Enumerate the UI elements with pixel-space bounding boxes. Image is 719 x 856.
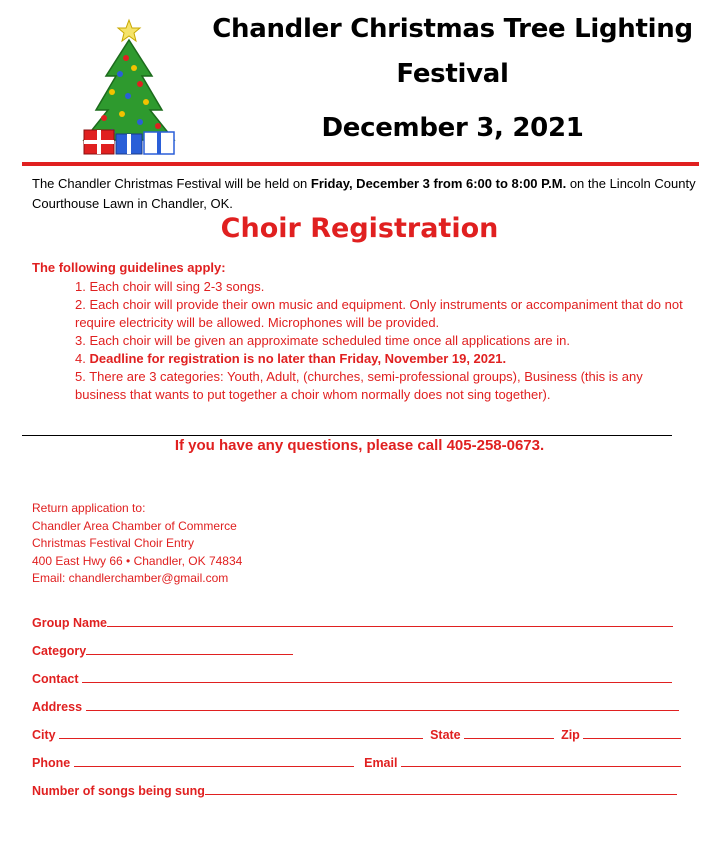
phone-field[interactable] xyxy=(74,754,354,767)
group-name-row xyxy=(32,614,673,632)
guideline-item: 2. Each choir will provide their own music and equipment. Only instruments or accompaniment that do not require electricity will be allowed. Microphones will be provided. xyxy=(75,297,683,330)
category-label: Category xyxy=(32,644,87,658)
return-label: Return application to: xyxy=(32,501,146,515)
intro-text-end: on the Lincoln County Courthouse Lawn in Chandler, OK. xyxy=(32,176,696,211)
guideline-item: 3. Each choir will be given an approximate scheduled time once all applications are in. xyxy=(75,333,571,348)
phone-label: Phone xyxy=(32,756,71,770)
address-label: Address xyxy=(32,700,83,714)
event-date: December 3, 2021 xyxy=(321,113,584,143)
zip-label: Zip xyxy=(561,728,580,742)
phone-email-row xyxy=(32,754,681,772)
state-field[interactable] xyxy=(464,726,554,739)
address-row xyxy=(32,698,679,716)
guidelines-list xyxy=(75,278,690,404)
guidelines-heading: The following guidelines apply: xyxy=(32,260,226,275)
address-field[interactable] xyxy=(86,698,679,711)
header-divider xyxy=(22,162,699,166)
questions-contact: If you have any questions, please call 405-258-0673. xyxy=(174,437,545,454)
zip-field[interactable] xyxy=(583,726,681,739)
songs-row xyxy=(32,782,677,800)
songs-field[interactable] xyxy=(205,782,677,795)
group-name-label: Group Name xyxy=(32,616,108,630)
contact-label: Contact xyxy=(32,672,79,686)
contact-row xyxy=(32,670,672,688)
intro-text: The Chandler Christmas Festival will be held on xyxy=(32,176,311,191)
email-field[interactable] xyxy=(401,754,681,767)
city-field[interactable] xyxy=(59,726,423,739)
guideline-item-deadline xyxy=(75,350,690,368)
guideline-item: 1. Each choir will sing 2-3 songs. xyxy=(75,279,265,294)
state-label: State xyxy=(430,728,461,742)
deadline-text: Deadline for registration is no later than Friday, November 19, 2021. xyxy=(89,351,507,366)
contact-field[interactable] xyxy=(82,670,672,683)
return-org: Chandler Area Chamber of Commerce xyxy=(32,518,237,533)
christmas-tree-icon xyxy=(82,18,182,158)
city-label: City xyxy=(32,728,56,742)
city-state-zip-row xyxy=(32,726,681,744)
return-email: Email: chandlerchamber@gmail.com xyxy=(32,571,229,585)
group-name-field[interactable] xyxy=(107,614,673,627)
section-divider xyxy=(22,435,672,436)
category-field[interactable] xyxy=(86,642,293,655)
return-dept: Christmas Festival Choir Entry xyxy=(32,536,195,550)
title-line-1: Chandler Christmas Tree Lighting xyxy=(212,14,693,44)
title-line-2: Festival xyxy=(396,59,509,89)
intro-paragraph xyxy=(32,174,702,214)
songs-label: Number of songs being sung xyxy=(32,784,205,798)
guideline-number: 4. xyxy=(75,351,86,366)
intro-bold: Friday, December 3 from 6:00 to 8:00 P.M. xyxy=(310,176,567,191)
category-row xyxy=(32,642,293,660)
guideline-item: 5. There are 3 categories: Youth, Adult, (churches, semi-professional groups), Business (this is any business that wants to put together a choir whom normally does not sing together). xyxy=(75,369,643,402)
choir-registration-heading: Choir Registration xyxy=(220,213,499,244)
return-street: 400 East Hwy 66 • Chandler, OK 74834 xyxy=(32,553,243,568)
email-label: Email xyxy=(364,756,398,770)
return-address xyxy=(32,500,242,588)
